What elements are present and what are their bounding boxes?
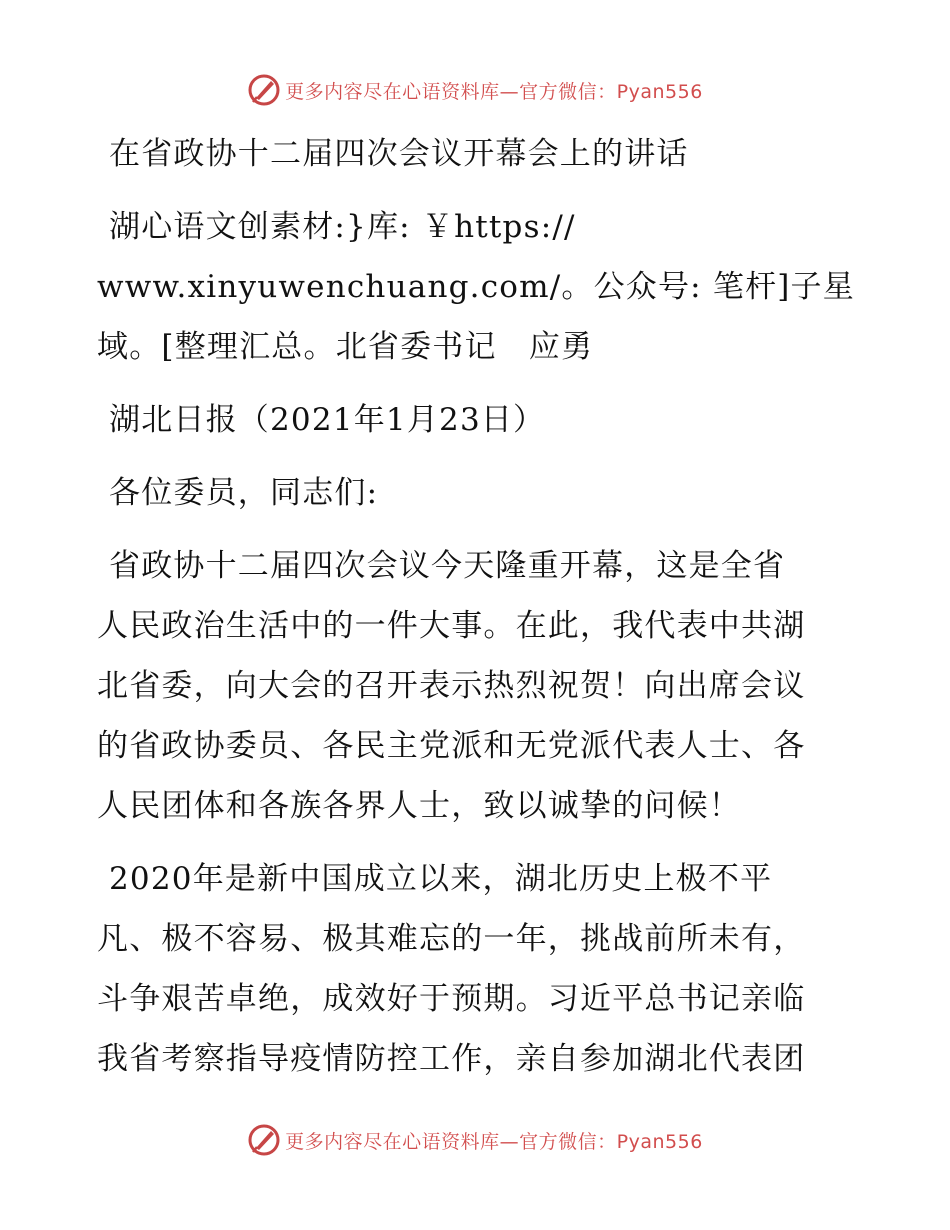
document-title: 在省政协十二届四次会议开幕会上的讲话: [109, 136, 689, 172]
paragraph-1: [97, 536, 857, 836]
source-line: www.xinyuwenchuang.com/。公众号: 笔杆]子星: [97, 269, 855, 305]
paragraph-line: 人民政治生活中的一件大事。在此，我代表中共湖: [97, 608, 806, 644]
header-banner: [0, 70, 950, 110]
publication-info: 湖北日报（2021年1月23日）: [109, 402, 546, 438]
source-note: [97, 197, 857, 377]
paragraph-line: 我省考察指导疫情防控工作，亲自参加湖北代表团: [97, 1041, 806, 1077]
paragraph-line: 凡、极不容易、极其难忘的一年，挑战前所未有，: [97, 921, 806, 957]
footer-banner: [0, 1120, 950, 1160]
quill-logo-icon: [247, 73, 281, 107]
paragraph-line: 省政协十二届四次会议今天隆重开幕，这是全省: [109, 548, 786, 584]
source-line: 湖心语文创素材:}库: ￥https://: [109, 209, 576, 245]
paragraph-line: 斗争艰苦卓绝，成效好于预期。习近平总书记亲临: [97, 981, 806, 1017]
greeting: 各位委员，同志们:: [109, 475, 379, 511]
quill-logo-icon: [247, 1123, 281, 1157]
paragraph-2: [97, 849, 857, 1089]
banner-text: 更多内容尽在心语资料库—官方微信：Pyan556: [285, 1130, 703, 1153]
paragraph-line: 北省委，向大会的召开表示热烈祝贺！向出席会议: [97, 668, 806, 704]
paragraph-line: 人民团体和各族各界人士，致以诚挚的问候！: [97, 788, 741, 824]
document-body: [97, 124, 857, 1102]
banner-text: 更多内容尽在心语资料库—官方微信：Pyan556: [285, 80, 703, 103]
paragraph-line: 2020年是新中国成立以来，湖北历史上极不平: [109, 861, 773, 897]
source-line: 域。[整理汇总。北省委书记 应勇: [97, 329, 594, 365]
paragraph-line: 的省政协委员、各民主党派和无党派代表人士、各: [97, 728, 806, 764]
